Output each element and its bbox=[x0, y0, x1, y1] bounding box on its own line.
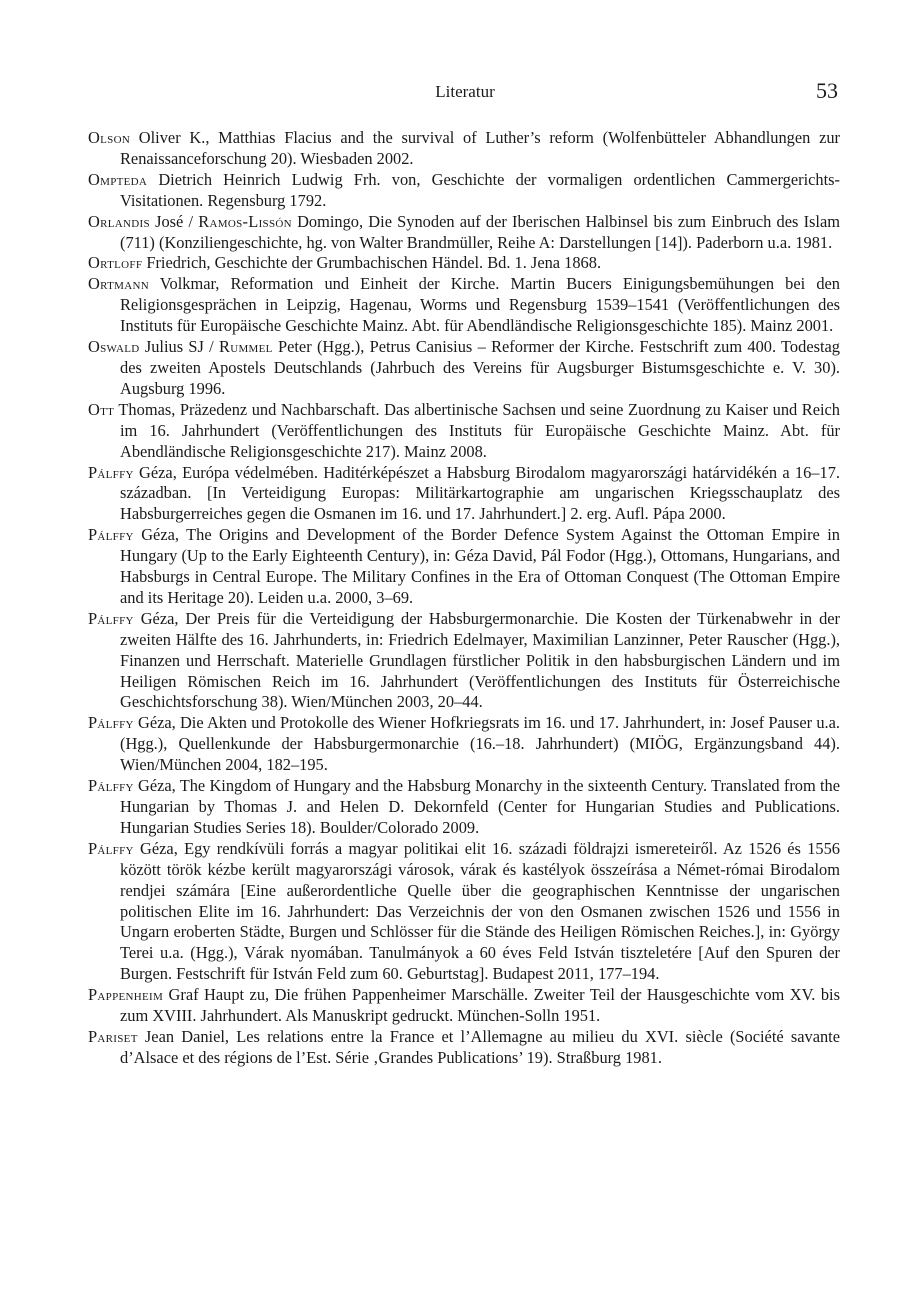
author-name: Pálffy bbox=[88, 462, 134, 482]
entry-text: José / bbox=[149, 211, 199, 231]
entry-text: Géza, Der Preis für die Verteidigung der Habsburgermonarchie. Die Kosten der Türkenabwehr in der zweiten Hälfte des 16. Jahrhunderts, in: Friedrich Edelmayer, Maximilian Lanzinner, Peter Rauscher (Hgg.), Finanzen und Herrschaft. Materielle Grundlagen fürstlicher Politik in den habsburgischen Ländern und im Heiligen Römischen Reich im 16. Jahrhundert (Veröffentlichungen des Instituts für Österreichische Geschichtsforschung 38). Wien/München 2003, 20–44. bbox=[120, 608, 840, 712]
entry-text: Géza, The Kingdom of Hungary and the Habsburg Monarchy in the sixteenth Century. Translated from the Hungarian by Thomas J. and Helen D. Dekornfeld (Center for Hungarian Studies and Publications. Hungarian Studies Series 18). Boulder/Colorado 2009. bbox=[120, 776, 840, 837]
page-header bbox=[0, 78, 900, 108]
author-name: Pariset bbox=[88, 1026, 138, 1046]
entry-text: Jean Daniel, Les relations entre la France et l’Allemagne au milieu du XVI. siècle (Société savante d’Alsace et des régions de l’Est. Série ‚Grandes Publications’ 19). Straßburg 1981. bbox=[120, 1026, 840, 1067]
entry-text: Volkmar, Reformation und Einheit der Kirche. Martin Bucers Einigungsbemühungen bei den Religionsgesprächen in Leipzig, Hagenau, Worms und Regensburg 1539–1541 (Veröffentlichungen des Instituts für Europäische Geschichte Mainz. Abt. für Abendländische Religionsgeschichte 185). Mainz 2001. bbox=[120, 274, 840, 336]
author-name: Orlandis bbox=[88, 211, 150, 231]
entry-text: Thomas, Präzedenz und Nachbarschaft. Das albertinische Sachsen und seine Zuordnung zu Kaiser und Reich im 16. Jahrhundert (Veröffentlichungen des Instituts für Europäische Geschichte Mainz. Abt. für Abendländische Religionsgeschichte 217). Mainz 2008. bbox=[114, 399, 840, 461]
bibliography-entry bbox=[88, 776, 840, 839]
entry-text: Julius SJ / bbox=[139, 337, 219, 357]
entry-text: Géza, The Origins and Development of the Border Defence System Against the Ottoman Empire in Hungary (Up to the Early Eighteenth Century), in: Géza David, Pál Fodor (Hgg.), Ottomans, Hungarians, and Habsburgs in Central Europe. The Military Confines in the Era of Ottoman Conquest (The Ottoman Empire and its Heritage 20). Leiden u.a. 2000, 3–69. bbox=[120, 525, 840, 607]
entry-text: Domingo, Die Synoden auf der Iberischen Halbinsel bis zum Einbruch des Islam (711) (Konziliengeschichte, hg. von Walter Brandmüller, Reihe A: Darstellungen [14]). Paderborn u.a. 1981. bbox=[120, 211, 840, 252]
entry-text: Géza, Die Akten und Protokolle des Wiener Hofkriegsrats im 16. und 17. Jahrhundert, in: Josef Pauser u.a. (Hgg.), Quellenkunde der Habsburgermonarchie (16.–18. Jahrhundert) (MIÖG, Ergänzungsband 44). Wien/München 2004, 182–195. bbox=[120, 713, 840, 775]
author-name: Ortmann bbox=[88, 274, 149, 294]
bibliography-entry bbox=[88, 253, 840, 274]
author-name: Pálffy bbox=[88, 838, 134, 858]
entry-text: Géza, Egy rendkívüli forrás a magyar politikai elit 16. századi földrajzi ismereteiről. Az 1526 és 1556 között török kézbe került magyarországi városok, várak és kastélyok összeírása a Német-római Birodalom rendjei számára [Eine außerordentliche Quelle über die geographischen Kenntnisse der ungarischen politischen Elite im 16. Jahrhundert: Das Verzeichnis der von den Osmanen zwischen 1526 und 1556 in Ungarn eroberten Städte, Burgen und Schlösser für die Stände des Heiligen Römischen Reiches.], in: György Terei u.a. (Hgg.), Várak nyomában. Tanulmányok a 60 éves Feld István tiszteletére [Auf den Spuren der Burgen. Festschrift für István Feld zum 60. Geburtstag]. Budapest 2011, 177–194. bbox=[120, 838, 840, 984]
author-name: Pálffy bbox=[88, 776, 134, 796]
coauthor-name: Ramos-Lissón bbox=[198, 211, 292, 231]
entry-text: Graf Haupt zu, Die frühen Pappenheimer Marschälle. Zweiter Teil der Hausgeschichte vom XV. bis zum XVIII. Jahrhundert. Als Manuskript gedruckt. München-Solln 1951. bbox=[120, 985, 840, 1026]
entry-text: Peter (Hgg.), Petrus Canisius – Reformer der Kirche. Festschrift zum 400. Todestag des zweiten Apostels Deutschlands (Jahrbuch des Vereins für Augsburger Bistumsgeschichte e. V. 30). Augsburg 1996. bbox=[120, 337, 840, 398]
bibliography-entry bbox=[88, 400, 840, 463]
bibliography-entry bbox=[88, 274, 840, 337]
author-name: Pálffy bbox=[88, 608, 134, 628]
entry-text: Friedrich, Geschichte der Grumbachischen Händel. Bd. 1. Jena 1868. bbox=[142, 253, 602, 273]
author-name: Pálffy bbox=[88, 713, 134, 733]
bibliography-entry bbox=[88, 337, 840, 400]
bibliography-entry bbox=[88, 1027, 840, 1069]
bibliography-list bbox=[88, 128, 840, 1069]
author-name: Ott bbox=[88, 399, 115, 419]
entry-text: Géza, Európa védelmében. Haditérképészet a Habsburg Birodalom magyarországi határvidékén a 16–17. században. [In Verteidigung Europas: Militärkartographie am ungarischen Kriegsschauplatz des Habsburgerreiches gegen die Osmanen im 16. und 17. Jahrhundert.] 2. erg. Aufl. Pápa 2000. bbox=[120, 462, 840, 524]
page-number: 53 bbox=[816, 78, 838, 103]
bibliography-entry bbox=[88, 985, 840, 1027]
author-name: Ortloff bbox=[88, 253, 143, 273]
entry-text: Dietrich Heinrich Ludwig Frh. von, Geschichte der vormaligen ordentlichen Cammergerichts-Visitationen. Regensburg 1792. bbox=[120, 169, 840, 210]
author-name: Oswald bbox=[88, 337, 140, 357]
author-name: Pappenheim bbox=[88, 985, 164, 1005]
bibliography-entry bbox=[88, 713, 840, 776]
bibliography-entry bbox=[88, 170, 840, 212]
author-name: Ompteda bbox=[88, 169, 148, 189]
author-name: Pálffy bbox=[88, 525, 134, 545]
running-head: Literatur bbox=[435, 82, 495, 101]
entry-text: Oliver K., Matthias Flacius and the survival of Luther’s reform (Wolfenbütteler Abhandlungen zur Renaissanceforschung 20). Wiesbaden 2002. bbox=[120, 128, 840, 168]
bibliography-entry bbox=[88, 128, 840, 170]
bibliography-entry bbox=[88, 839, 840, 985]
bibliography-entry bbox=[88, 212, 840, 254]
bibliography-entry bbox=[88, 609, 840, 714]
bibliography-entry bbox=[88, 525, 840, 609]
author-name: Olson bbox=[88, 128, 131, 147]
coauthor-name: Rummel bbox=[219, 337, 273, 357]
bibliography-entry bbox=[88, 463, 840, 526]
